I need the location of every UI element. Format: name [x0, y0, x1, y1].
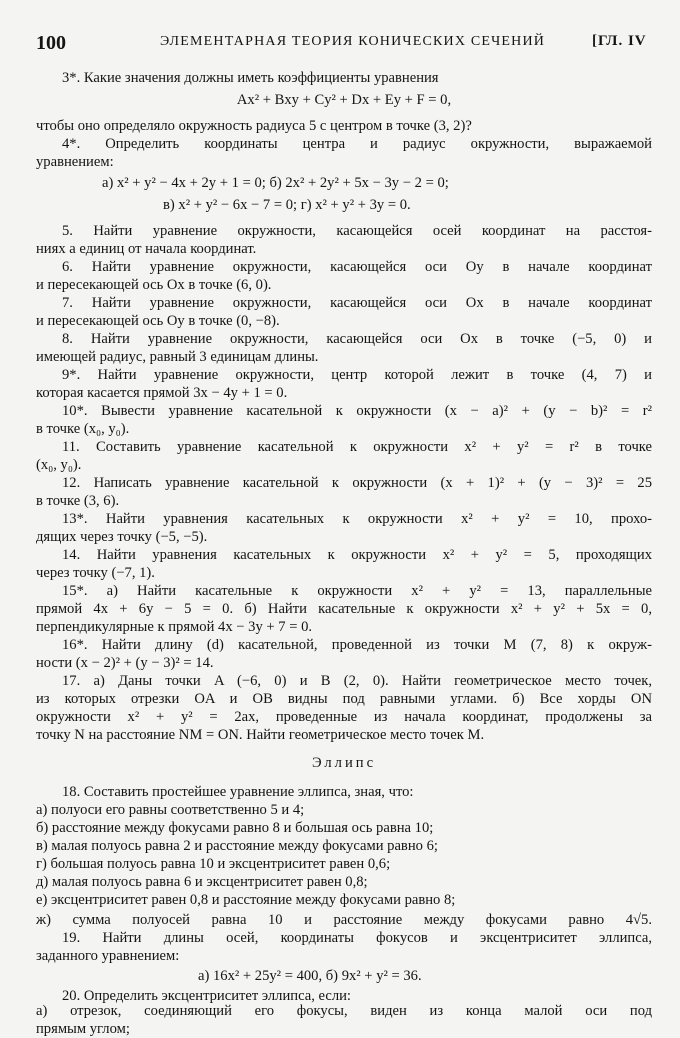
text-line: 5. Найти уравнение окружности, касающейся осей координат на расстоя-	[62, 223, 652, 239]
text-line: г) большая полуось равна 10 и эксцентриситет равен 0,6;	[36, 856, 391, 872]
text-line: Ax² + Bxy + Cy² + Dx + Ey + F = 0,	[236, 92, 452, 108]
text-line: 10*. Вывести уравнение касательной к окружности (x − a)² + (y − b)² = r²	[62, 403, 652, 419]
text-line: в) x² + y² − 6x − 7 = 0; г) x² + y² + 3y = 0.	[163, 197, 411, 213]
text-line: в точке (x₀, y₀).	[36, 421, 130, 437]
text-line: а) x² + y² − 4x + 2y + 1 = 0; б) 2x² + 2y² + 5x − 3y − 2 = 0;	[102, 175, 449, 191]
text-line: б) расстояние между фокусами равно 8 и большая ось равна 10;	[36, 820, 434, 836]
text-line: заданного уравнением:	[36, 948, 180, 964]
text-line: и пересекающей ось Ox в точке (6, 0).	[36, 277, 272, 293]
text-line: окружности x² + y² = 2ax, проведенные из начала координат, продолжены за	[36, 709, 652, 725]
text-line: ности (x − 2)² + (y − 3)² = 14.	[36, 655, 214, 671]
text-line: 8. Найти уравнение окружности, касающейся оси Ox в точке (−5, 0) и	[62, 331, 652, 347]
text-line: 11. Составить уравнение касательной к окружности x² + y² = r² в точке	[62, 439, 652, 455]
text-line: 3*. Какие значения должны иметь коэффициенты уравнения	[62, 70, 439, 86]
text-line: е) эксцентриситет равен 0,8 и расстояние между фокусами равно 8;	[36, 892, 456, 908]
text-line: а) 16x² + 25y² = 400, б) 9x² + y² = 36.	[198, 968, 422, 984]
section-heading: Эллипс	[311, 755, 377, 771]
text-line: перпендикулярные к прямой 4x − 3y + 7 = 0.	[36, 619, 313, 635]
page-number: 100	[36, 32, 66, 54]
text-line: 20. Определить эксцентриситет эллипса, если:	[62, 988, 351, 1004]
text-line: дящих через точку (−5, −5).	[36, 529, 208, 545]
text-line: через точку (−7, 1).	[36, 565, 155, 581]
text-line: (x₀, y₀).	[36, 457, 82, 473]
text-line: ниях a единиц от начала координат.	[36, 241, 257, 257]
text-line: чтобы оно определяло окружность радиуса 5 с центром в точке (3, 2)?	[36, 118, 472, 134]
text-line: 14. Найти уравнения касательных к окружности x² + y² = 5, проходящих	[62, 547, 652, 563]
text-line: 4*. Определить координаты центра и радиус окружности, выражаемой	[62, 136, 652, 152]
text-line: имеющей радиус, равный 3 единицам длины.	[36, 349, 319, 365]
text-line: в) малая полуось равна 2 и расстояние между фокусами равно 6;	[36, 838, 438, 854]
text-line: которая касается прямой 3x − 4y + 1 = 0.	[36, 385, 288, 401]
text-line: д) малая полуось равна 6 и эксцентриситет равен 0,8;	[36, 874, 368, 890]
text-line: уравнением:	[36, 154, 114, 170]
text-line: 15*. а) Найти касательные к окружности x² + y² = 13, параллельные	[62, 583, 652, 599]
text-line: 19. Найти длины осей, координаты фокусов и эксцентриситет эллипса,	[62, 930, 652, 946]
text-line: и пересекающей ось Oy в точке (0, −8).	[36, 313, 280, 329]
text-line: 16*. Найти длину (d) касательной, проведенной из точки M (7, 8) к окруж-	[62, 637, 652, 653]
text-line: точку N на расстояние NM = ON. Найти геометрическое место точек M.	[36, 727, 485, 743]
text-line: 12. Написать уравнение касательной к окружности (x + 1)² + (y − 3)² = 25	[62, 475, 652, 491]
text-line: а) полуоси его равны соответственно 5 и 4;	[36, 802, 305, 818]
chapter-label: [ГЛ. IV	[592, 33, 647, 49]
text-line: прямой 4x + 6y − 5 = 0. б) Найти касательные к окружности x² + y² + 5x = 0,	[36, 601, 652, 617]
text-line: 7. Найти уравнение окружности, касающейся оси Ox в начале координат	[62, 295, 652, 311]
text-line: 18. Составить простейшее уравнение эллипса, зная, что:	[62, 784, 414, 800]
text-line: 13*. Найти уравнения касательных к окружности x² + y² = 10, прохо-	[62, 511, 652, 527]
running-title: ЭЛЕМЕНТАРНАЯ ТЕОРИЯ КОНИЧЕСКИХ СЕЧЕНИЙ	[160, 34, 546, 49]
text-line: из которых отрезки OA и OB видны под равными углами. б) Все хорды ON	[36, 691, 652, 707]
text-line: в точке (3, 6).	[36, 493, 120, 509]
text-line: 17. а) Даны точки A (−6, 0) и B (2, 0). Найти геометрическое место точек,	[62, 673, 652, 689]
text-line: ж) сумма полуосей равна 10 и расстояние между фокусами равно 4√5.	[36, 912, 652, 928]
text-line: а) отрезок, соединяющий его фокусы, виден из конца малой оси под	[36, 1003, 652, 1019]
text-line: 9*. Найти уравнение окружности, центр которой лежит в точке (4, 7) и	[62, 367, 652, 383]
text-line: прямым углом;	[36, 1021, 130, 1037]
text-line: 6. Найти уравнение окружности, касающейся оси Oy в начале координат	[62, 259, 652, 275]
